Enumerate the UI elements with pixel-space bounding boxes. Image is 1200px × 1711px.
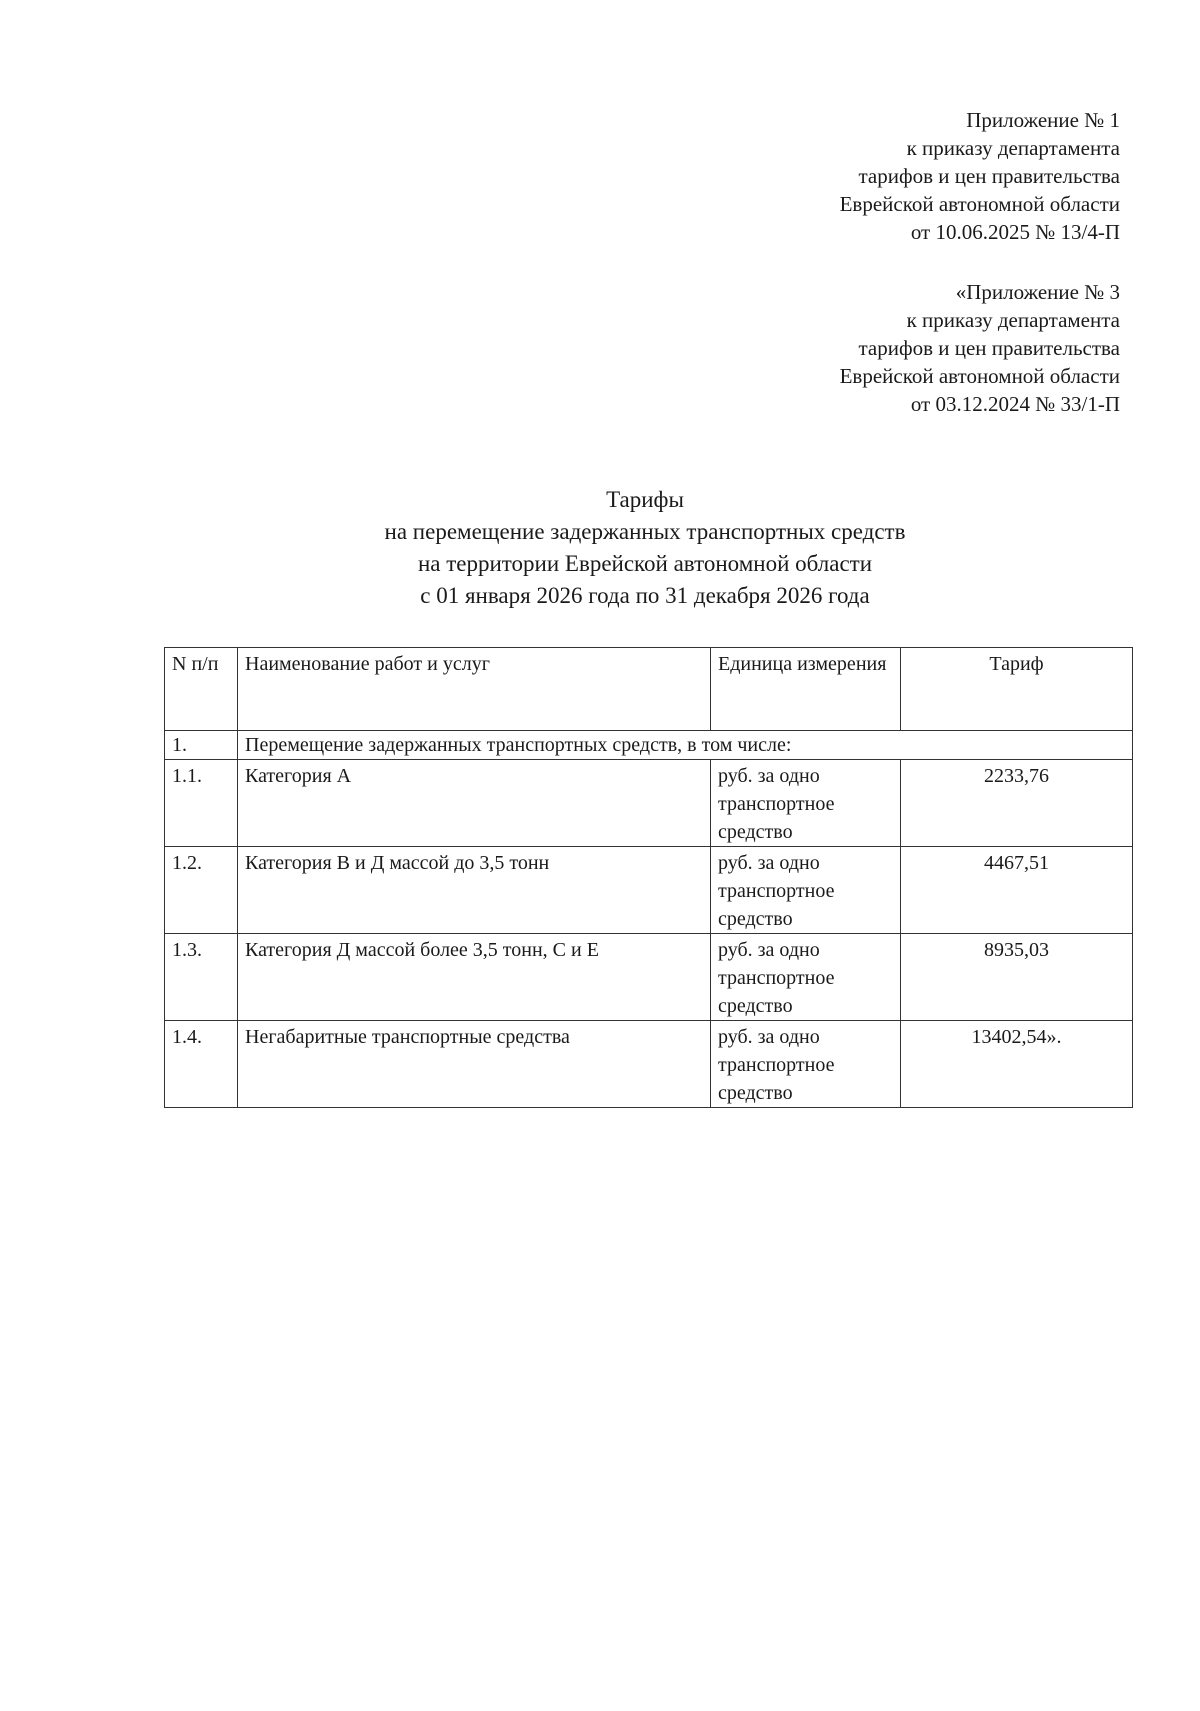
appendix-header-line: тарифов и цен правительства (858, 164, 1120, 188)
section-name: Перемещение задержанных транспортных средств, в том числе: (238, 731, 1133, 760)
appendix-header (840, 106, 1120, 246)
document-title (0, 484, 1200, 612)
row-tariff: 4467,51 (901, 847, 1133, 934)
table-section-row (165, 731, 1133, 760)
row-number: 1.1. (165, 760, 238, 847)
row-number: 1.3. (165, 934, 238, 1021)
row-number: 1.4. (165, 1021, 238, 1108)
amended-header-line: Еврейской автономной области (839, 364, 1120, 388)
amended-header-line: «Приложение № 3 (955, 280, 1120, 304)
table-row (165, 847, 1133, 934)
amended-header-line: от 03.12.2024 № 33/1-П (910, 392, 1120, 416)
row-tariff: 8935,03 (901, 934, 1133, 1021)
table-header-row (165, 648, 1133, 731)
row-service-name: Категория В и Д массой до 3,5 тонн (238, 847, 711, 934)
row-tariff: 13402,54». (901, 1021, 1133, 1108)
appendix-header-line: Приложение № 1 (966, 108, 1120, 132)
table-row (165, 760, 1133, 847)
header-unit: Единица измерения (711, 648, 901, 731)
row-unit: руб. за одно транспортное средство (711, 1021, 901, 1108)
section-number: 1. (165, 731, 238, 760)
table-row (165, 934, 1133, 1021)
table-row (165, 1021, 1133, 1108)
header-service-name: Наименование работ и услуг (238, 648, 711, 731)
row-number: 1.2. (165, 847, 238, 934)
row-service-name: Категория Д массой более 3,5 тонн, С и Е (238, 934, 711, 1021)
title-line: на перемещение задержанных транспортных средств (384, 519, 906, 544)
appendix-header-line: от 10.06.2025 № 13/4-П (910, 220, 1120, 244)
amended-header-line: к приказу департамента (906, 308, 1120, 332)
tariff-table (164, 647, 1133, 1108)
title-line: на территории Еврейской автономной области (417, 551, 873, 576)
header-number: N п/п (165, 648, 238, 731)
row-unit: руб. за одно транспортное средство (711, 934, 901, 1021)
amended-header-line: тарифов и цен правительства (858, 336, 1120, 360)
amended-appendix-header (840, 278, 1120, 418)
row-service-name: Категория А (238, 760, 711, 847)
row-unit: руб. за одно транспортное средство (711, 760, 901, 847)
title-line: Тарифы (606, 487, 684, 512)
appendix-header-line: Еврейской автономной области (839, 192, 1120, 216)
title-line: с 01 января 2026 года по 31 декабря 2026 года (420, 583, 870, 608)
appendix-header-line: к приказу департамента (906, 136, 1120, 160)
row-tariff: 2233,76 (901, 760, 1133, 847)
row-unit: руб. за одно транспортное средство (711, 847, 901, 934)
header-tariff: Тариф (901, 648, 1133, 731)
row-service-name: Негабаритные транспортные средства (238, 1021, 711, 1108)
